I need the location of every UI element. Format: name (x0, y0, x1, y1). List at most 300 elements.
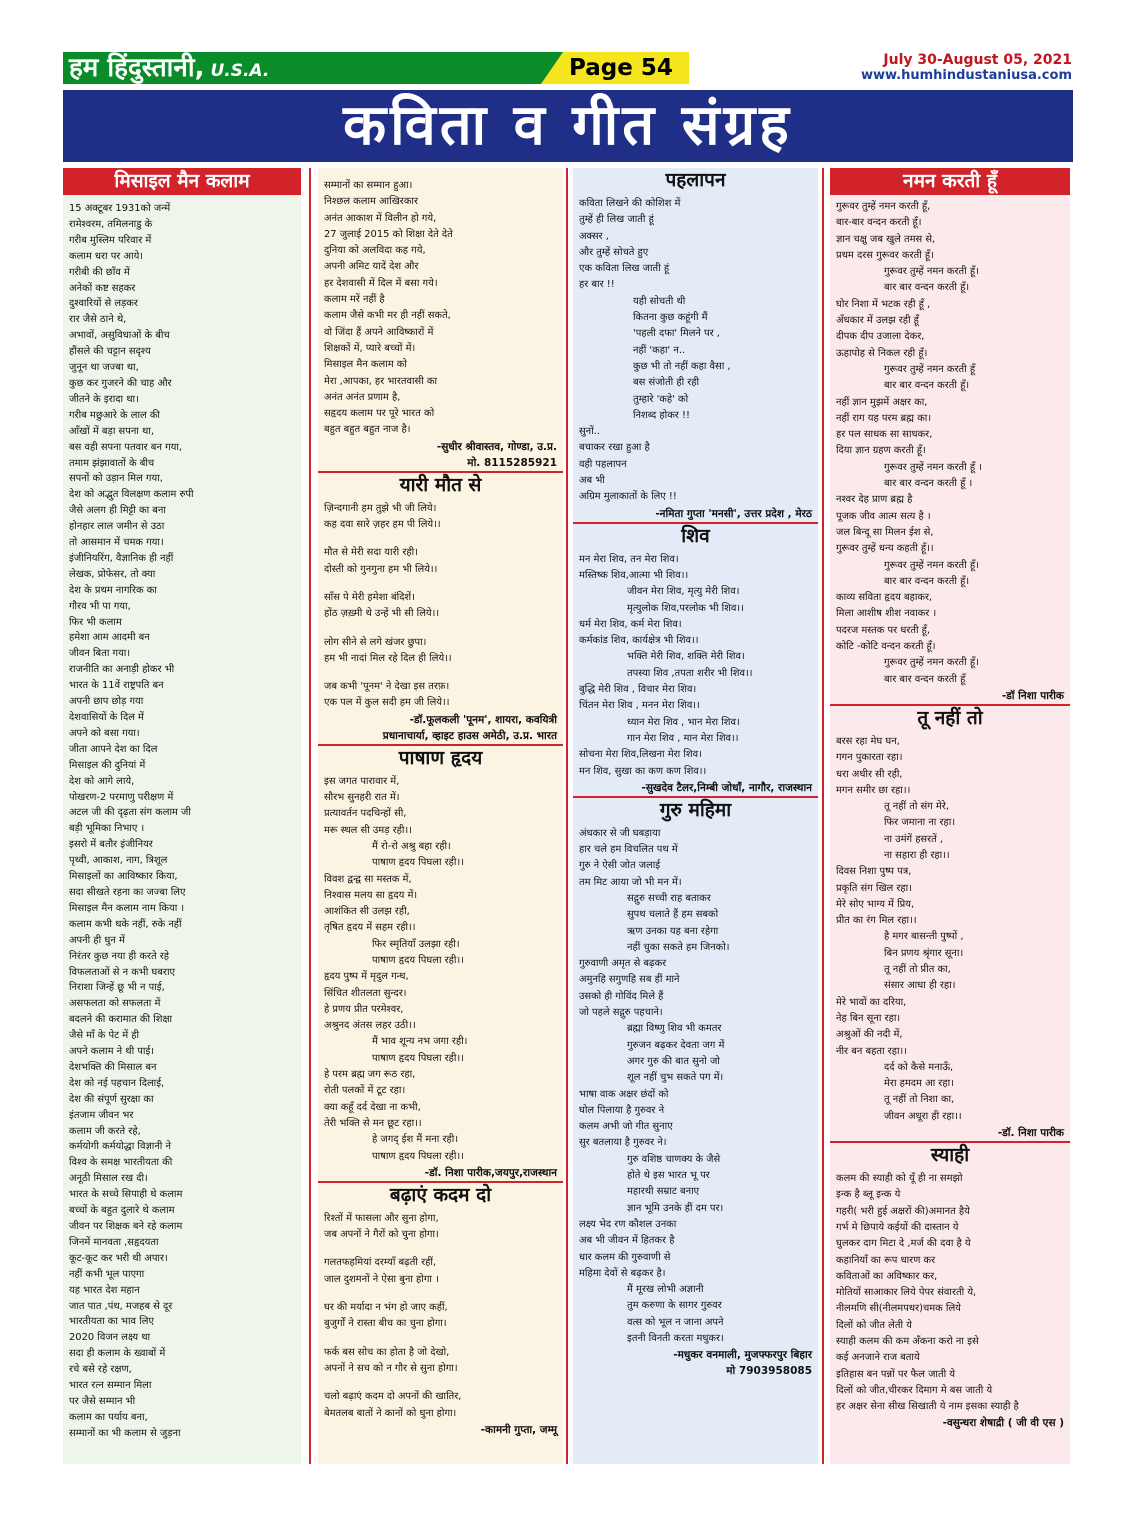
poem-line: अनेकों कष्ट सहकर (69, 282, 136, 294)
poem-line: गरीब मछुआरे के लाल की (69, 409, 160, 421)
poem-line: भारत रत्न सम्मान मिला (69, 1380, 152, 1392)
poem-line: जीता आपने देश का दिल (69, 743, 158, 755)
poem-line: सहृदय कलाम पर पूरे भारत को (324, 408, 435, 420)
poem-line: अगर गुरु की बात सुनो जो (627, 1055, 720, 1067)
poem-line: क्या कहूँ दर्द देखा ना कभी, (324, 1101, 421, 1113)
poem-body (830, 730, 1070, 1125)
poem-line: दुनिया को अलविदा कह गये, (324, 245, 426, 257)
poem-contact: मो 7903958085 (726, 1365, 812, 1378)
poem-line: प्रकृति संग खिल रहा। (836, 882, 912, 894)
poem-line: जब कभी 'पूनम' ने देखा इस तरफ़। (324, 681, 450, 693)
poem-line: चलो बढ़ाएं कदम दो अपनों की खातिर, (324, 1391, 462, 1403)
poem-line: गुरुवाणी अमृत से बढ़कर (579, 958, 667, 970)
poem-title: बढ़ाएं कदम दो (318, 1181, 563, 1207)
poem-line: अंधकार से जी घबड़ाया (579, 827, 661, 839)
poem-line: सदा ही कलाम के ख्वाबों में (69, 1348, 166, 1360)
poem-line: घुलकर दाग मिटा दे ,मर्ज की दवा है ये (836, 1238, 971, 1250)
poem-line: गुरूवर तुम्हें नमन करती हूँ, (836, 201, 931, 212)
poem-line: जैसे माँ के पेट में ही (69, 1030, 140, 1042)
poem-line: गान मेरा शिव , मान मेरा शिव।। (627, 732, 739, 744)
poem-line: दोस्ती को गुनगुना हम भी लिये।। (324, 563, 438, 575)
poem-line: सौरभ सुनहरी रात में। (324, 792, 400, 804)
poem-line: फिर जमाना ना रहा। (884, 817, 956, 829)
poem-line: कहानियाँ का रूप धारण कर (836, 1254, 936, 1266)
poem-line: मरू स्थल सी उमड़ रही।। (324, 824, 412, 836)
poem-line: तू नहीं तो प्रीत का, (884, 964, 951, 976)
poem-line: अटल जी की दृढ़ता संग कलाम जी (69, 807, 191, 819)
poem-line: दर्द को कैसे मनाऊँ, (884, 1061, 954, 1073)
poem-line: पर जैसे सम्मान भी (69, 1395, 136, 1407)
poem-line: तुम्हारे 'कहे' को (633, 393, 689, 405)
poem-line: सुनों.. (579, 426, 600, 438)
poem-line: दिलों को जीत लेती ये (836, 1319, 912, 1331)
poem-line: हृदय पुष्प में मृदुल गन्ध, (324, 971, 409, 983)
poem-line: अनंत अनंत प्रणाम है, (324, 391, 401, 403)
poem-line: फर्क बस सोच का होता है जो देखो, (324, 1346, 450, 1358)
poem-line: जाल दुशमनों ने ऐसा बुना होगा । (324, 1273, 439, 1285)
poem-line: रामेश्वरम, तमिलनाडु के (69, 218, 153, 230)
poem-line (324, 1288, 557, 1300)
poem-line (324, 667, 557, 679)
poem-signature: -कामनी गुप्ता, जम्मू (480, 1423, 557, 1436)
poem-line: जीवन अधूरा ही रहा।। (884, 1110, 962, 1122)
poem-line: सदा सीखते रहना का जज्बा लिए (69, 886, 186, 898)
poem-line: कूट-कूट कर भरी थी अपार। (69, 1252, 168, 1264)
masthead-suffix: U.S.A. (210, 61, 270, 81)
poem-line: नश्वर देह प्राण ब्रह्म है (836, 494, 913, 506)
poem-line: गरीबी की छाँव में (69, 266, 130, 278)
poem-title: तू नहीं तो (830, 704, 1070, 730)
poem-line: कलम की स्याही को यूँ ही ना समझो (836, 1173, 963, 1185)
poem-line: होंठ ज़ख़्मी थे उन्हें भी सी लिये।। (324, 608, 440, 620)
poem-line: कलाम धरा पर आये। (69, 250, 144, 262)
poem-line: रचे बसे रहे रक्षण, (69, 1364, 132, 1376)
poem-line: सद्गुरु सच्ची राह बताकर (627, 892, 711, 904)
poem-line: तू नहीं तो संग मेरे, (884, 801, 949, 813)
poem-line: कर्मयोगी कर्मयोद्धा विज्ञानी ने (69, 1141, 171, 1153)
poem-line: मेरा ,आपका, हर भारतवासी का (324, 375, 438, 387)
poem-line: विफलताओं से न कभी घबराए (69, 966, 175, 978)
poem-line: अमुनहि सगुणहि सब हीं माने (579, 974, 680, 986)
poem-line: सपनों को उड़ान मिल गया, (69, 473, 163, 485)
poem-line: रिश्तों में फासला और सुना होगा, (324, 1212, 439, 1224)
poem-line: भारत के 11वें राष्ट्रपति बन (69, 680, 164, 692)
poem-signature: -डॉ. निशा पारीक (997, 1127, 1064, 1140)
poem-line: पोखरण-2 परमाणु परीक्षण में (69, 791, 174, 803)
poem-line: पदरज मस्तक पर धरती हूँ, (836, 624, 931, 636)
poem-line: अपनी ही धुन में (69, 934, 125, 946)
poem-body (318, 770, 563, 1165)
poem-line: ऊहापोह से निकल रही हूँ। (836, 347, 928, 359)
poem-line: शूल नहीं चुभ सकते पग में। (627, 1072, 724, 1084)
poem-line: गुरु वशिष्ठ चाणक्य के जैसे (627, 1153, 721, 1165)
poem-line: आशंकित सी उलझ रही, (324, 906, 410, 918)
poem-line (324, 1377, 557, 1389)
poem-line: देश को नई पहचान दिलाई, (69, 1077, 165, 1089)
poem-line: रोती पलकों में टूट रहा। (324, 1085, 406, 1097)
poem-line (324, 1333, 557, 1345)
poem-line: पाषाण हृदय पिघला रही।। (372, 1150, 464, 1162)
poem-line: मस्तिष्क शिव,आत्मा भी शिव।। (579, 569, 689, 581)
poem-line: कुछ भी तो नहीं कहा वैसा , (633, 360, 731, 372)
poem-signature: -डॉ. निशा पारीक,जयपुर,राजस्थान (424, 1166, 557, 1179)
poem-line: 'पहली दफा' मिलने पर , (633, 328, 720, 340)
poem-line: गर्भ मे छिपाये कईयों की दास्तान ये (836, 1221, 959, 1233)
poem-line: नहीं कभी भूल पाएगा (69, 1268, 145, 1280)
poem-line: पूजक जीव आत्म सत्य है । (836, 510, 931, 522)
poem-line: मन शिव, सुखा का कण कण शिव।। (579, 765, 707, 777)
poem-line: धरा अधीर सी रही, (836, 768, 903, 780)
poem-line: मृत्युलोक शिव,परलोक भी शिव।। (627, 602, 744, 614)
poem-line: पाषाण हृदय पिघला रही।। (372, 857, 464, 869)
website-link[interactable]: www.humhindustaniusa.com (860, 68, 1072, 83)
poem-line: भक्ति मेरी शिव, शक्ति मेरी शिव। (627, 651, 745, 663)
poem-line: निश्छल कलाम आखिरकार (324, 196, 418, 208)
poem-line: मिसाइल की दुनियां में (69, 759, 146, 771)
poem-line: हर पल साधक सा साधकर, (836, 429, 933, 441)
poem-line: उसको ही गोविंद मिले हैं (579, 990, 664, 1002)
poem-line: हार चले हम विचलित पथ में (579, 844, 678, 856)
poem-line: प्रथम दरस गुरूवर करती हूँ। (836, 249, 934, 261)
poem-line: इतनी विनती करता मधुकर। (627, 1333, 724, 1344)
poem-line: घोल पिलाया है गुरुवर ने (579, 1104, 665, 1116)
poem-line: हे परम ब्रह्म जग रूठ रहा, (324, 1069, 416, 1081)
poem-line: जीतने के इरादा था। (69, 393, 139, 405)
poem-line: तुम करुणा के सागर गुरुवर (627, 1300, 722, 1312)
poem-line: घोर निशा में भटक रही हूँ , (836, 298, 931, 310)
poem-line: अग्रिम मुलाकातों के लिए !! (579, 491, 677, 503)
poem-line: निश्वास मलय सा हृदय में। (324, 889, 418, 901)
poem-body (830, 195, 1070, 688)
poem-line: अश्रुओं की नदी में, (836, 1029, 903, 1041)
poem-line: ना उमंगें हसरतें , (884, 833, 944, 845)
poem-line: नीलमणि सी(नीलमपथर)चमक लिये (836, 1303, 961, 1315)
poem-line: जब अपनों ने गैरों को चुना होगा। (324, 1229, 439, 1241)
poem-line: ज़िन्दगानी हम तुझे भी जी लिये। (324, 502, 437, 514)
poem-line: चिंतन मेरा शिव , मनन मेरा शिव।। (579, 700, 700, 712)
poem-line: हर देशवासी में दिल में बसा गये। (324, 277, 438, 289)
poem-title: पहलापन (665, 169, 726, 191)
poem-line: पाषाण हृदय पिघला रही।। (372, 1052, 464, 1064)
poem-signature: -सुखदेव टैलर,निम्बी जोधाँ, नागौर, राजस्थान (641, 781, 812, 794)
poem-line: मन मेरा शिव, तन मेरा शिव। (579, 553, 679, 565)
poem-title: शिव (573, 522, 818, 548)
poem-line: लक्ष्य भेद रण कौशल उनका (579, 1218, 677, 1230)
poem-title: मिसाइल मैन कलाम (63, 168, 301, 195)
poem-line: दुश्वारियों से लड़कर (69, 298, 138, 310)
poem-line: भारत के सच्चे सिपाही थे कलाम (69, 1189, 183, 1201)
poem-line: अपनों ने सच को न गौर से सुना होगा। (324, 1362, 458, 1374)
poem-line: प्रीत का रंग मिल रहा।। (836, 915, 917, 927)
poem-line: बरस रहा मेघ घन, (836, 735, 900, 747)
poem-line: वही पहलापन (579, 458, 627, 470)
poem-line: मैं भाव शून्य नभ जगा रही। (372, 1036, 468, 1048)
poem-line: कविता लिखने की कोशिश में (579, 198, 681, 209)
poem-line: अपनी अमिट यादें देश और (324, 261, 419, 273)
poem-signature: -मधुकर वनमाली, मुजफ्फरपुर बिहार (673, 1349, 812, 1362)
poem-line: सम्मानों का सम्मान हुआ। (324, 180, 413, 191)
poem-line: होते थे इस भारत भू पर (627, 1170, 710, 1182)
poem-line: कुछ कर गुजरने की चाह और (69, 377, 172, 389)
poem-line: सुर बतलाया है गुरुवर ने। (579, 1137, 667, 1149)
poem-line: कलाम का पर्याय बना, (69, 1411, 148, 1423)
poem-line: बुजुर्गों ने रास्ता बीच का चुना होगा। (324, 1318, 447, 1330)
poem-line: बदलने की करामात की शिक्षा (69, 1014, 173, 1026)
poem-line: अपने कलाम ने थी पाई। (69, 1046, 155, 1058)
poem-line: हे जगद् ईश मैं मना रही। (372, 1134, 459, 1146)
poem-line: तेरी भक्ति से मन छूट रहा।। (324, 1117, 422, 1129)
poem-signature: -नमिता गुप्ता 'मनसी', उत्तर प्रदेश , मेरठ (655, 507, 812, 520)
column-3 (573, 168, 818, 1464)
column-divider (566, 168, 568, 1464)
poem-line: हर अक्षर सेना सीख सिखाती ये नाम इसका स्याही है (836, 1401, 1019, 1413)
poem-line: कितना कुछ कहूंगी मैं (633, 312, 708, 324)
poem-line: देशवासियों के दिल में (69, 712, 144, 723)
poem-line: साँस पे मेरी हमेशा बंदिशें। (324, 591, 415, 603)
poem-line: और तुम्हें सोचते हुए (579, 246, 649, 258)
poem-line: 27 जुलाई 2015 को शिक्षा देते देते (324, 228, 453, 240)
poem-line: गगन पुकारता रहा। (836, 752, 903, 764)
poem-line: हर बार !! (579, 279, 615, 291)
poem-line: अब भी जीवन में हितकर है (579, 1235, 675, 1247)
poem-line: फिर भी कलाम (69, 616, 122, 628)
poem-line: फिर स्मृतियाँ उलझा रही। (372, 938, 460, 950)
poem-line: रार जैसे ठाने थे, (69, 314, 127, 326)
poem-signature: -डॉ निशा पारीक (1001, 689, 1064, 702)
poem-line: जैसे अलग ही मिट्टी का बना (69, 505, 166, 517)
poem-line: है मगर बासन्ती पुष्पों , (884, 931, 964, 943)
poem-line: जिनमें मानवता ,सहृदयता (69, 1236, 159, 1248)
poem-line: प्रत्यावर्तन पदचिन्हों सी, (324, 808, 407, 820)
poem-signature: -सुधीर श्रीवास्तव, गोण्डा, उ.प्र. (436, 440, 557, 453)
poem-line: वो जिंदा हैं अपने आविष्कारों में (324, 326, 434, 338)
poem-line: तुम्हें ही लिख जाती हूं (579, 214, 654, 226)
poem-line: इसरो में बतौर इंजीनियर (69, 839, 153, 851)
poem-body (573, 822, 818, 1348)
poem-line: इन्क है ब्लू इन्क ये (836, 1189, 901, 1201)
poem-line: इंतजाम जीवन भर (69, 1109, 134, 1121)
poem-line: 15 अक्टूबर 1931को जन्में (69, 203, 171, 214)
poem-line (324, 1243, 557, 1255)
poem-line: स्याही कलम की कम अँकना करो ना इसे (836, 1336, 979, 1347)
poem-line: एक कविता लिख जाती हूं (579, 263, 670, 275)
poem-line: जीवन पर शिक्षक बने रहे कलाम (69, 1221, 183, 1232)
poem-line (324, 578, 557, 590)
poem-line: लेखक, प्रोफेसर, तो क्या (69, 568, 156, 580)
poem-line: मगन समीर छा रहा।। (836, 784, 911, 796)
poem-line: देश के प्रथम नागरिक का (69, 584, 157, 596)
masthead-title: हम हिंदुस्तानी, (69, 53, 205, 83)
poem-line: तू नहीं तो निशा का, (884, 1094, 955, 1106)
poem-line: आँखों में बड़ा सपना था, (69, 425, 154, 437)
poem-line: तम मिट आया जो भी मन में। (579, 876, 682, 888)
poem-signature-line2: प्रधानाचार्या, व्हाइट हाउस अमेठी, उ.प्र. भारत (382, 729, 557, 742)
poem-line: गुरूवर तुम्हें नमन करती हूँ। (884, 657, 979, 669)
poem-line: ज्ञान भूमि उनके हीं दम पर। (627, 1202, 724, 1214)
poem-line: बचाकर रखा हुआ है (579, 442, 650, 454)
poem-line: भारतीयता का भाव लिए (69, 1316, 154, 1328)
poem-line: एक पल में कुल सदी हम जी लिये।। (324, 697, 450, 709)
poem-line: बस संजोती ही रही (633, 377, 700, 389)
poem-line: बेमतलब बातों ने कानों को धुना होगा। (324, 1407, 457, 1419)
poem-line: बस वही सपना पतवार बन गया, (69, 441, 183, 453)
poem-contact: मो. 8115285921 (467, 456, 557, 469)
page-box-diagonal (541, 52, 563, 84)
poem-line: विश्व के समक्ष भारतीयता की (69, 1157, 173, 1169)
poem-line: कलम अभी जो गीत सुनाए (579, 1121, 673, 1133)
poem-line: गुरु ने ऐसी जोत जलाई (579, 860, 661, 872)
poem-line: बार-बार वन्दन करती हूँ। (836, 217, 922, 229)
poem-line: राजनीति का अनाड़ी होकर भी (69, 664, 175, 676)
poem-line: नेह बिन सूना रहा। (836, 1012, 901, 1024)
poem-line: तमाम झंझावातों के बीच (69, 457, 155, 469)
poem-line: अभावों, असुविधाओं के बीच (69, 330, 170, 342)
poem-title: गुरु महिमा (573, 796, 818, 822)
column-1 (63, 168, 301, 1464)
poem-line: गौरव भी पा गया, (69, 600, 131, 612)
poem-line: शिक्षकों में, प्यारे बच्चों में। (324, 342, 416, 354)
poem-line: घर की मर्यादा न भंग हो जाए कहीं, (324, 1302, 448, 1314)
poem-line: कई अनजाने राज बताये (836, 1352, 920, 1364)
poem-line: यह भारत देश महान (69, 1284, 140, 1296)
poem-line: बार बार वन्दन करती हूँ। (884, 380, 970, 392)
poem-line: देशभक्ति की मिसाल बन (69, 1061, 157, 1073)
poem-line: ज्ञान चक्षु जब खुले तमस से, (836, 233, 936, 245)
poem-line: बहुत बहुत बहुत नाज है। (324, 424, 411, 436)
poem-line: सम्मानों का भी कलाम से जुड़ना (69, 1427, 181, 1439)
page-number: Page 54 (569, 55, 673, 81)
poem-body (573, 548, 818, 780)
poem-line: विवश द्वन्द्व सा मस्तक में, (324, 873, 412, 885)
column-2 (318, 168, 563, 1464)
poem-line: कर्मकांड शिव, कार्यक्षेत्र भी शिव।। (579, 635, 699, 647)
poem-line: 2020 विजन लक्ष्य था (69, 1332, 151, 1344)
poem-line: बार बार वन्दन करती हूँ। (884, 282, 970, 294)
poem-line: जीवन बिता गया। (69, 648, 131, 660)
poem-line: काव्य सविता हृदय बहाकर, (836, 592, 933, 604)
poem-line: बिन प्रणय श्रृंगार सूना। (884, 947, 964, 959)
poem-line: ब्रह्मा विष्णु शिव भी कमतर (627, 1023, 722, 1035)
poem-line: तपस्या शिव ,तपता शरीर भी शिव।। (627, 667, 753, 679)
poem-line: बच्चों के बहुत दुलारे थे कलाम (69, 1205, 175, 1217)
poem-line: पाषाण हृदय पिघला रही।। (372, 954, 464, 966)
poem-line: गुरूवर तुम्हें नमन करती हूँ । (884, 461, 982, 473)
poem-signature: -वसुन्धरा शेषाद्री ( जी वी एस ) (942, 1417, 1064, 1430)
poem-line: गरीब मुस्लिम परिवार में (69, 234, 152, 246)
poem-line: वत्स को भूल न जाना अपने (627, 1316, 724, 1328)
poem-line: तृषित हृदय में सहम रही।। (324, 922, 416, 934)
poem-line: निराशा जिन्हें छू भी न पाई, (69, 982, 165, 994)
poem-line: दिया ज्ञान ग्रहण करती हूँ। (836, 445, 926, 457)
poem-line: होनहार लाल जमीन से उठा (69, 521, 165, 533)
poem-line: नहीं 'कहा' न.. (633, 344, 686, 356)
poem-line: मेरा हमदम आ रहा। (884, 1078, 954, 1090)
poem-line: दिलों को जीत,चीरकर दिमाग मे बस जाती ये (836, 1384, 993, 1396)
poem-line: कविताओं का अविष्कार कर, (836, 1270, 938, 1282)
poem-line: तो आसमान में चमक गया। (69, 537, 164, 549)
poem-line: कह दवा सारे ज़हर हम पी लिये।। (324, 519, 441, 531)
poem-line: ऋण उनका यह बना रहेगा (627, 925, 719, 937)
poem-body (63, 195, 301, 1442)
poem-line: गुरुजन बढ़कर देवता जग में (627, 1039, 725, 1051)
poem-body (318, 497, 563, 712)
poem-line: लोग सीने से लगे खंजर छुपा। (324, 636, 427, 648)
poem-line: कलाम जी करते रहे, (69, 1125, 141, 1137)
poem-line: हमेशा आम आदमी बन (69, 632, 150, 644)
poem-line: जो पहले सद्गुरु पहचाने। (579, 1007, 663, 1019)
poem-line: मेरे भावों का दरिया, (836, 996, 907, 1008)
poem-line: बार बार वन्दन करती हूँ । (884, 478, 973, 490)
poem-line (324, 623, 557, 635)
poem-line: गुरूवर तुम्हें धन्य कहती हूँ।। (836, 543, 934, 555)
poem-line: धार कलम की गुरुवाणी से (579, 1251, 671, 1263)
poem-line: देश को अद्भुत विलक्षण कलाम रुपी (69, 489, 194, 501)
poem-line: हम भी नादां मिल रहे दिल ही लिये।। (324, 652, 452, 664)
poem-line: अब भी (579, 475, 605, 487)
poem-body (830, 1167, 1070, 1415)
poem-body-indented (573, 294, 818, 424)
poem-line: निरंतर कुछ नया ही करते रहे (69, 950, 170, 962)
poem-line: सिंचित शीतलता सुन्दर। (324, 987, 407, 999)
poem-line: जल बिन्दू सा मिलन ईश से, (836, 526, 934, 538)
poem-line: बुद्धि मेरी शिव , विचार मेरा शिव। (579, 684, 697, 696)
poem-line: देश की संपूर्ण सुरक्षा का (69, 1093, 154, 1105)
poem-line: अश्रुनद अंतस लहर उठी।। (324, 1020, 416, 1032)
poem-line: निशब्द होकर !! (633, 409, 690, 421)
poem-line: संसार आधा ही रहा। (884, 980, 956, 992)
poem-line: कलाम कभी थके नहीं, रुके नहीं (69, 918, 182, 930)
poem-line: बड़ी भूमिका निभाए । (69, 823, 145, 835)
poem-line: सोचना मेरा शिव,लिखना मेरा शिव। (579, 749, 702, 761)
poem-line: गुरूवर तुम्हें नमन करती हूँ। (884, 266, 979, 278)
poem-body (318, 1207, 563, 1422)
poem-line: मिसाइल मैन कलाम नाम किया । (69, 902, 185, 914)
poem-line: दिवस निशा पुष्प पत्र, (836, 866, 912, 878)
poem-line: पृथ्वी, आकाश, नाग, त्रिशूल (69, 855, 168, 867)
poem-line: बार बार वन्दन करती हूँ। (884, 575, 970, 587)
poem-line: जात पात ,पंथ, मजहब से दूर (69, 1300, 173, 1312)
poem-line (324, 533, 557, 545)
issue-date: July 30-August 05, 2021 (883, 52, 1072, 68)
poem-body (318, 168, 563, 439)
poem-title: स्याही (830, 1141, 1070, 1167)
poem-title: नमन करती हूँ (830, 168, 1070, 195)
poem-line: मौत से मेरी सदा यारी रही। (324, 547, 418, 559)
poem-line: अँधकार में उलझ रही हूँ (836, 315, 919, 327)
poem-line: गहरी( भरी हुई अक्षरों की)अमानत हैये (836, 1205, 970, 1217)
column-divider (309, 168, 311, 1464)
poem-line: नहीं राग यह परम ब्रह्म का। (836, 412, 932, 424)
section-banner: कविता व गीत संग्रह (63, 90, 1073, 162)
poem-line: अक्सर , (579, 230, 609, 242)
masthead (63, 52, 541, 84)
poem-line: नहीं ज्ञान मुझमें अक्षर का, (836, 396, 928, 408)
poem-line: ध्यान मेरा शिव , भान मेरा शिव। (627, 716, 740, 728)
poem-line: ना सहारा ही रहा।। (884, 849, 950, 861)
poem-line: अनंत आकाश में विलीन हो गये, (324, 212, 437, 224)
poem-line: जीवन मेरा शिव, मृत्यु मेरी शिव। (627, 586, 740, 598)
poem-line: मेरे सोए भाग्य में प्रिय, (836, 898, 915, 910)
poem-line: असफलता को सफलता में (69, 998, 161, 1010)
poem-line: इंजीनियरिंग, वैज्ञानिक ही नहीं (69, 552, 174, 564)
poem-line: मिसाइलों का आविष्कार किया, (69, 871, 178, 883)
poem-line: कोटि -कोटि वन्दन करती हूँ। (836, 641, 936, 653)
poem-line: अपनी छाप छोड़ गया (69, 696, 144, 708)
poem-signature: -डॉ.फूलकली 'पूनम', शायरा, कवयित्री (409, 713, 557, 726)
poem-body-tail (573, 424, 818, 505)
poem-line: मैं मूरख लोभी अज्ञानी (627, 1284, 704, 1296)
poem-line: भाषा वाक अक्षर छंदों को (579, 1088, 669, 1100)
